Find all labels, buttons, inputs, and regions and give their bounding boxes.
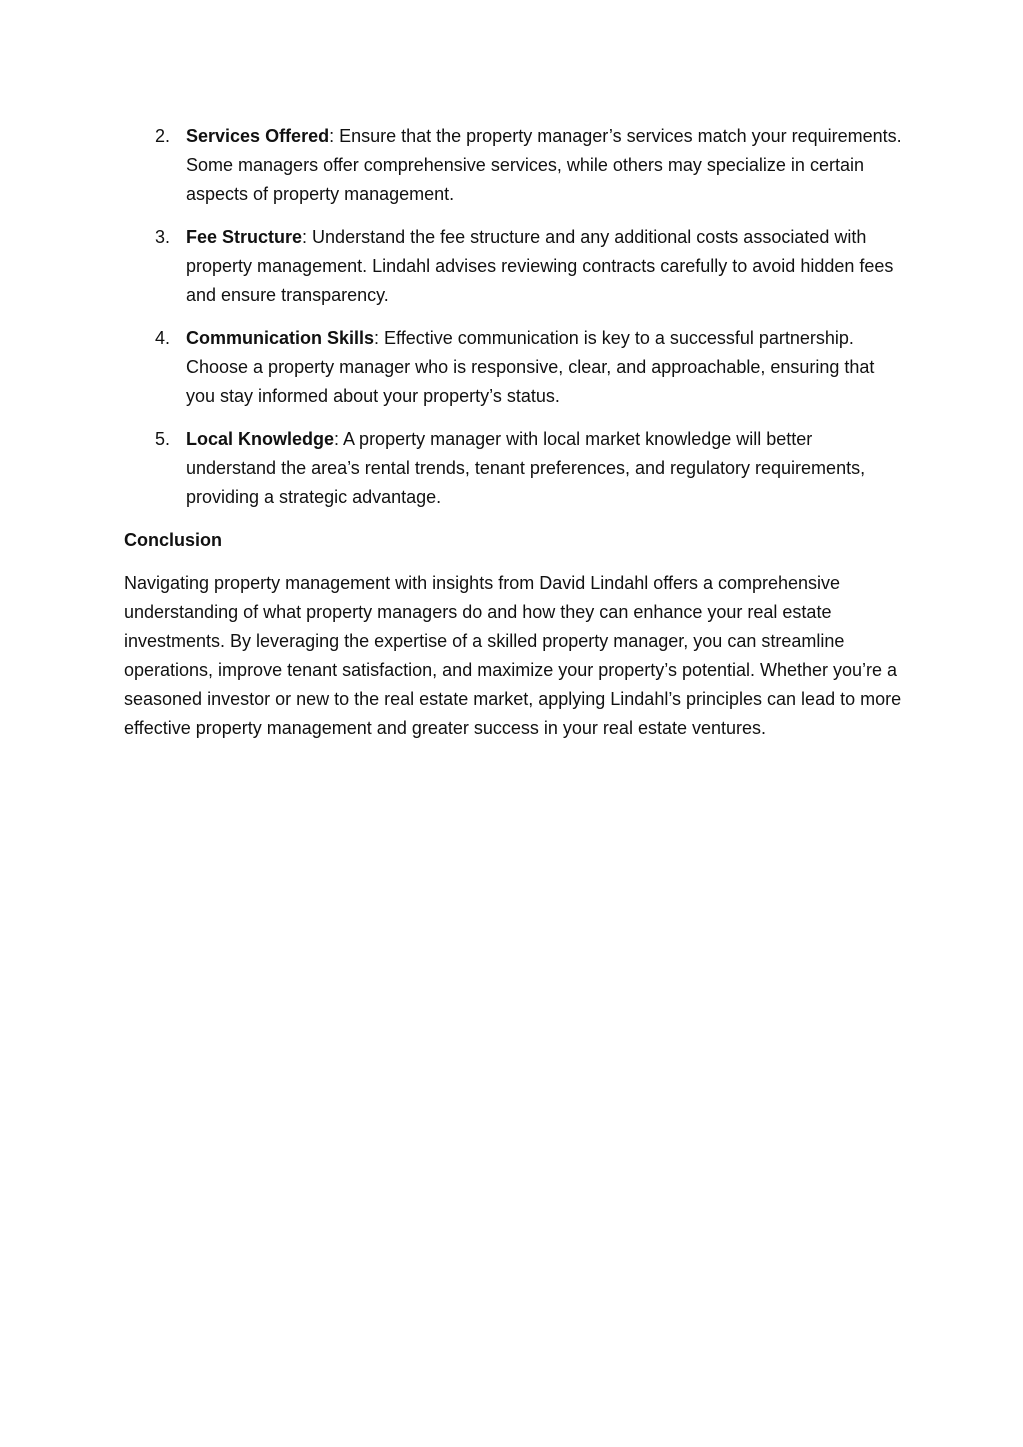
conclusion-heading: Conclusion: [124, 530, 222, 550]
page-content: [124, 122, 904, 743]
conclusion-paragraph: Navigating property management with insights from David Lindahl offers a comprehensive understanding of what property managers do and how they can enhance your real estate investments. By leveraging the expertise of a skilled property manager, you can streamline operations, improve tenant satisfaction, and maximize your property’s potential. Whether you’re a seasoned investor or new to the real estate market, applying Lindahl’s principles can lead to more effective property management and greater success in your real estate ventures.: [124, 573, 902, 738]
list-text: : Effective communication is key to a successful partnership. Choose a property manager who is responsive, clear, and approachable, ensuring that you stay informed about your property’s status.: [186, 328, 875, 406]
list-item: [124, 425, 904, 512]
list-number: 2.: [155, 126, 171, 146]
list-number: 3.: [155, 227, 171, 247]
list-text: : Ensure that the property manager’s services match your requirements. Some managers offer comprehensive services, while others may specialize in certain aspects of property management.: [186, 126, 902, 204]
numbered-list: [124, 122, 904, 512]
list-text: : Understand the fee structure and any additional costs associated with property management. Lindahl advises reviewing contracts carefully to avoid hidden fees and ensure transparency.: [186, 227, 894, 305]
list-item: [124, 122, 904, 209]
list-item: [124, 324, 904, 411]
list-term: Local Knowledge: [186, 429, 335, 449]
list-number: 4.: [155, 328, 171, 348]
list-text: : A property manager with local market knowledge will better understand the area’s rental trends, tenant preferences, and regulatory requirements, providing a strategic advantage.: [186, 429, 866, 507]
list-term: Communication Skills: [186, 328, 375, 348]
list-term: Services Offered: [186, 126, 330, 146]
list-number: 5.: [155, 429, 171, 449]
list-term: Fee Structure: [186, 227, 303, 247]
list-item: [124, 223, 904, 310]
